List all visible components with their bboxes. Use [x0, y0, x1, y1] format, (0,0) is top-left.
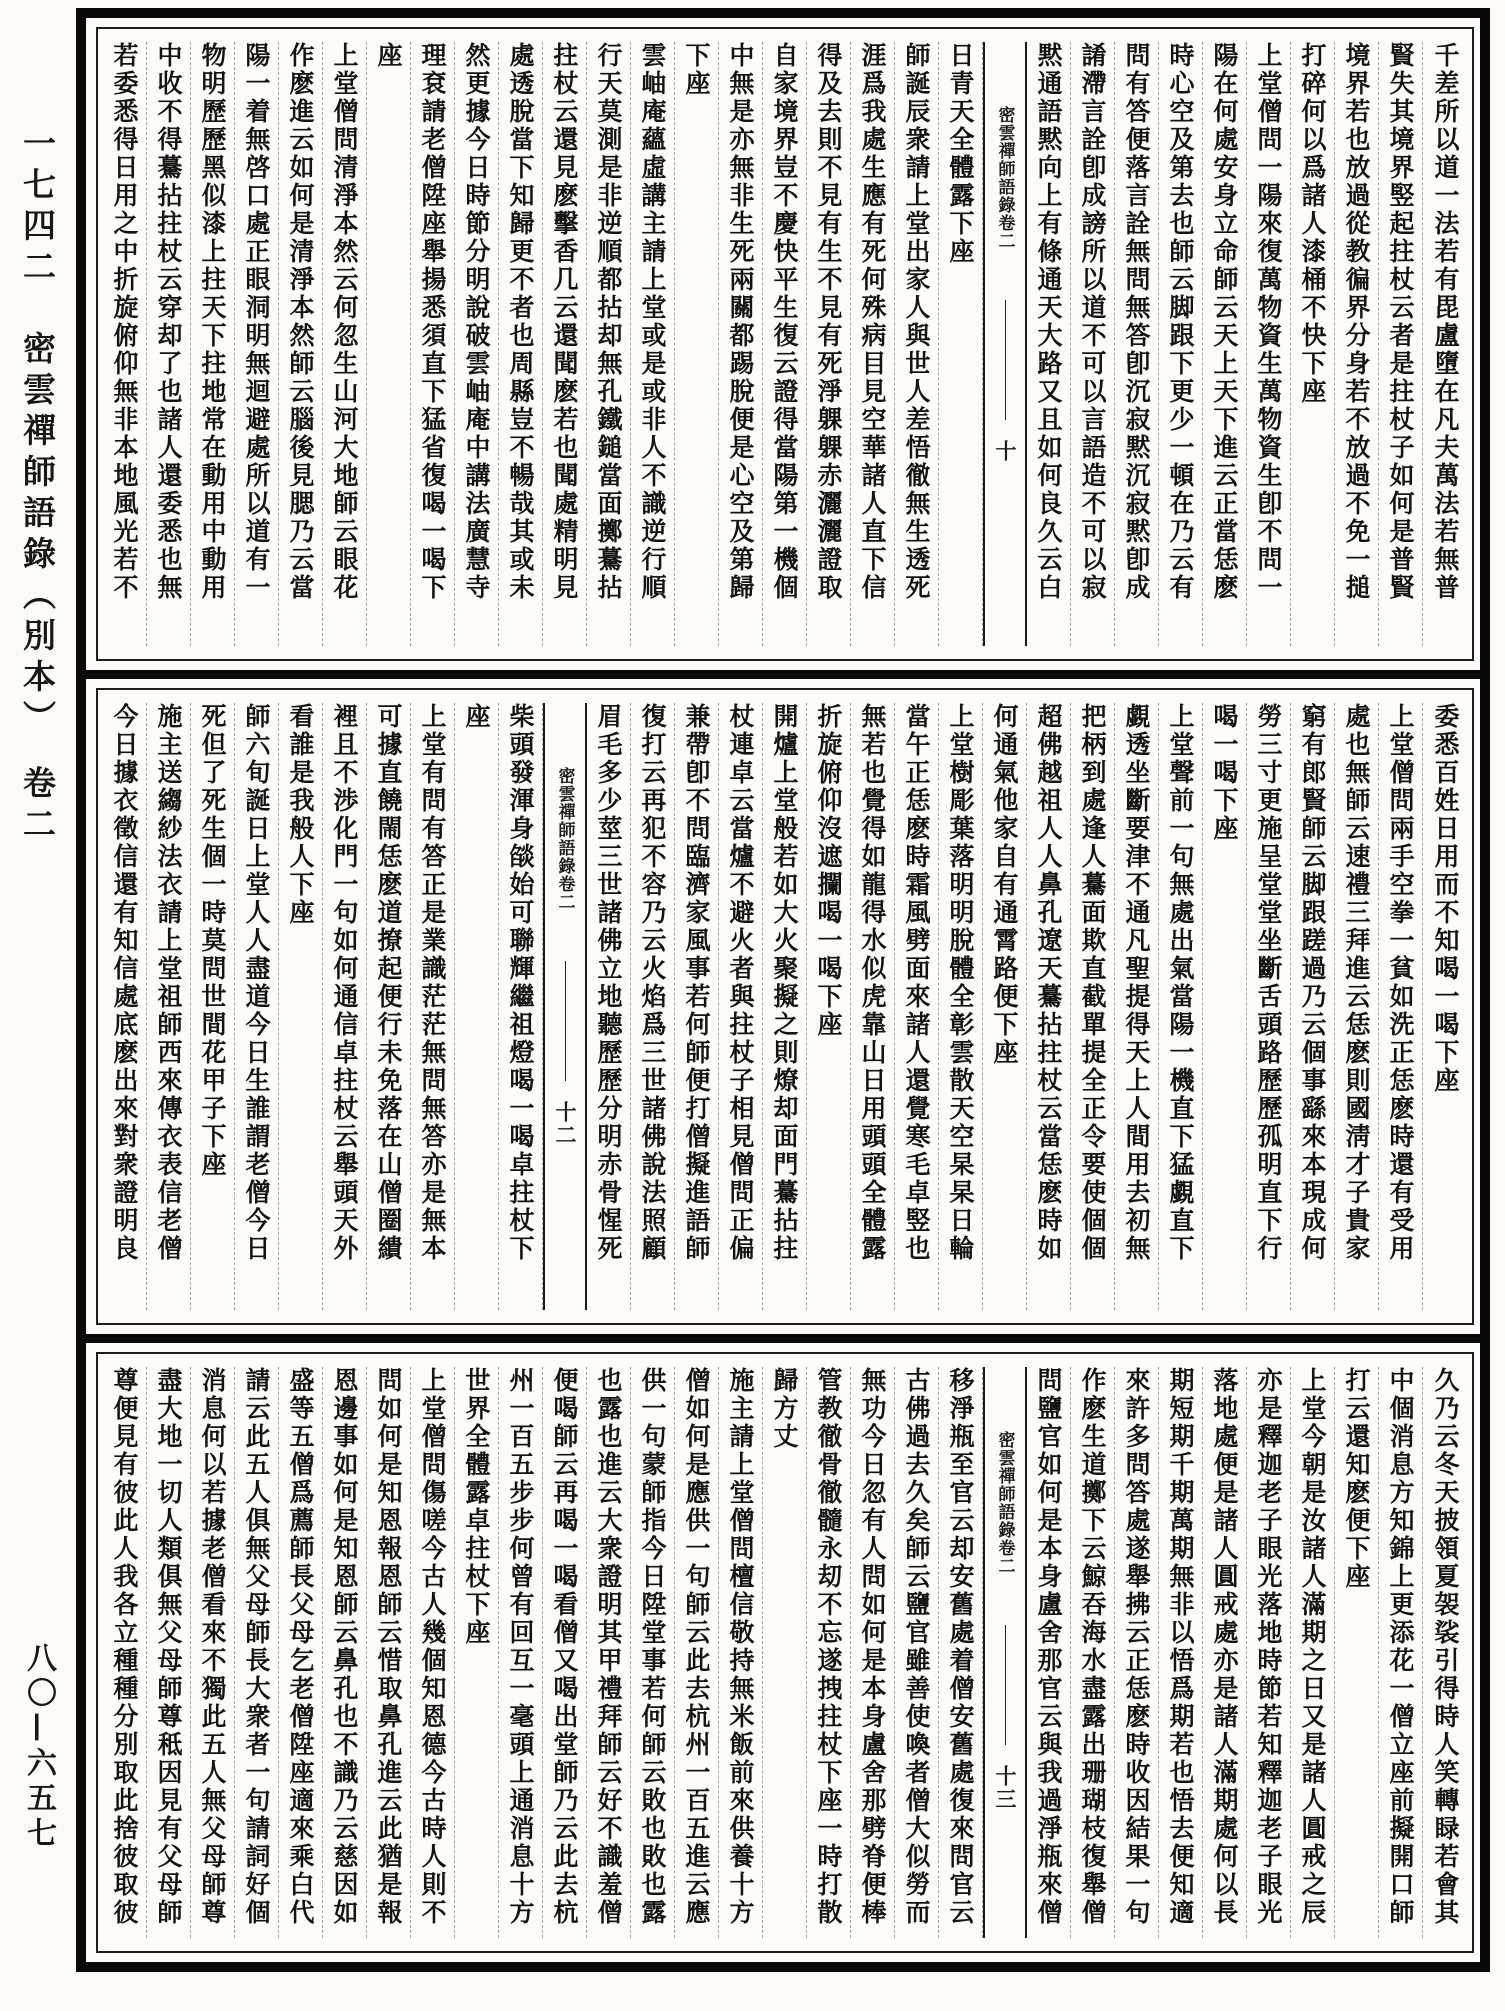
text-column: 得及去則不見有生不見有死淨躶躶赤灑灑證取: [807, 42, 851, 646]
text-column: 來許多問答處遂舉拂云正恁麽時收因結果一句: [1115, 1367, 1159, 1938]
text-column: 陽在何處安身立命師云天上天下進云正當恁麽: [1203, 42, 1247, 646]
text-column: 窮有郎賢師云脚跟蹉過乃云個事繇來本現成何: [1291, 703, 1335, 1310]
text-column: 千差所以道一法若有毘盧墮在凡夫萬法若無普: [1431, 42, 1460, 602]
folio-center-column: [543, 703, 587, 1310]
text-column: 盡大地一切人類俱無父母師尊秪因見有父母師: [147, 1367, 191, 1938]
text-column: 歸方丈: [763, 1367, 807, 1938]
text-column: 杖連卓云當爐不避火者與拄杖子相見僧問正偏: [719, 703, 763, 1310]
text-column: 施主請上堂僧問檀信敬持無米飯前來供養十方: [719, 1367, 763, 1938]
text-column: 柴頭發渾身燄始可聯輝繼祖燈喝一喝卓拄杖下: [499, 703, 543, 1310]
text-column: 打云還知麽便下座: [1335, 1367, 1379, 1938]
folio-number: 十二: [553, 1101, 578, 1147]
text-column: 師六旬誕日上堂人人盡道今日生誰謂老僧今日: [235, 703, 279, 1310]
text-column: 上堂僧問清淨本然云何忽生山河大地師云眼花: [323, 42, 367, 646]
text-column: 時心空及第去也師云脚跟下更少一頓在乃云有: [1159, 42, 1203, 646]
text-column: 供一句蒙師指今日陞堂事若何師云敗也敗也露: [631, 1367, 675, 1938]
center-column-rule: [565, 961, 566, 1081]
text-column: 看誰是我般人下座: [279, 703, 323, 1310]
text-column: 陽一着無啓口處正眼洞明無迴避處所以道有一: [235, 42, 279, 646]
center-column-rule: [1005, 300, 1006, 420]
text-column: 行天莫測是非逆順都拈却無孔鐵鎚當面擲驀拈: [587, 42, 631, 646]
text-column: 盛等五僧爲薦師長父母乞老僧陞座適來乘白代: [279, 1367, 323, 1938]
text-column: 上堂有問有答正是業識茫茫無問無答亦是無本: [411, 703, 455, 1310]
text-column: 勞三寸更施呈堂堂坐斷舌頭路歷歷孤明直下行: [1247, 703, 1291, 1310]
text-column: 覷透坐斷要津不通凡聖提得天上人間用去初無: [1115, 703, 1159, 1310]
register-bottom-textblock: [96, 1352, 1474, 1953]
woodblock-print-frame: [76, 8, 1490, 1972]
text-column: 中收不得驀拈拄杖云穿却了也諸人還委悉也無: [147, 42, 191, 646]
text-column: 處透脫當下知歸更不者也周縣豈不暢哉其或未: [499, 42, 543, 646]
text-column: 當午正恁麽時霜風劈面來諸人還覺寒毛卓竪也: [895, 703, 939, 1310]
text-column: 恩邊事如何是知恩師云鼻孔也不識乃云慈因如: [323, 1367, 367, 1938]
volume-title-label: 密雲禪師語錄卷二: [994, 106, 1015, 250]
text-column: 管教徹骨徹髓永刧不忘遂拽拄杖下座一時打散: [807, 1367, 851, 1938]
text-column: 座: [455, 703, 499, 1310]
text-column: 上堂僧問一陽來復萬物資生萬物資生卽不問一: [1247, 42, 1291, 646]
folio-center-column: [983, 42, 1027, 646]
text-column: 黙通語黙向上有條通天大路又且如何良久云白: [1027, 42, 1071, 646]
text-column: 問有答便落言詮無問無答卽沉寂黙沉寂黙卽成: [1115, 42, 1159, 646]
text-column: 尊便見有彼此人我各立種種分別取此捨彼取彼: [103, 1367, 147, 1938]
text-column: 上堂僧問傷嗟今古人幾個知恩德今古時人則不: [411, 1367, 455, 1938]
text-column: 無功今日忽有人問如何是本身盧舍那劈脊便棒: [851, 1367, 895, 1938]
text-column: 何通氣他家自有通霄路便下座: [983, 703, 1027, 1310]
text-column: 委悉百姓日用而不知喝一喝下座: [1431, 703, 1460, 1095]
text-column: 復打云再犯不容乃云火焰爲三世諸佛說法照顧: [631, 703, 675, 1310]
folio-number: 十: [993, 440, 1018, 463]
register-divider: [86, 1334, 1480, 1343]
text-column: 日青天全體露下座: [939, 42, 983, 646]
text-column: 物明歷歷黑似漆上拄天下拄地常在動用中動用: [191, 42, 235, 646]
margin-serial-and-title-label: 一七四二 密雲禪師語錄（別本） 卷二: [18, 126, 57, 848]
text-column: 今日據衣徵信還有知信處底麽出來對衆證明良: [103, 703, 147, 1310]
register-top: [86, 18, 1480, 670]
text-column: 兼帶卽不問臨濟家風事若何師便打僧擬進語師: [675, 703, 719, 1310]
text-column: 涯爲我處生應有死何殊病目見空華諸人直下信: [851, 42, 895, 646]
text-column: 上堂僧問兩手空拳一貧如洗正恁麽時還有受用: [1379, 703, 1423, 1310]
text-column: 折旋俯仰沒遮攔喝一喝下座: [807, 703, 851, 1310]
text-column: 無若也覺得如龍得水似虎靠山日用頭頭全體露: [851, 703, 895, 1310]
text-column: 死但了死生個一時莫問世間花甲子下座: [191, 703, 235, 1310]
text-column: 自家境界豈不慶快平生復云證得當陽第一機個: [763, 42, 807, 646]
center-column-rule: [1005, 1625, 1006, 1745]
text-column: 久乃云冬天披領夏袈裟引得時人笑轉睩若會其: [1431, 1367, 1460, 1927]
folio-number: 十三: [993, 1765, 1018, 1811]
text-column: 上堂今朝是汝諸人滿期之日又是諸人圓戒之辰: [1291, 1367, 1335, 1938]
text-column: 境界若也放過從教徧界分身若不放過不免一搥: [1335, 42, 1379, 646]
text-column: 作麽生道擲下云鯨吞海水盡露出珊瑚枝復舉僧: [1071, 1367, 1115, 1938]
text-column: 裡且不渉化門一句如何通信卓拄杖云舉頭天外: [323, 703, 367, 1310]
text-column: 下座: [675, 42, 719, 646]
text-column: 雲岫庵蘊虛講主請上堂或是或非人不識逆行順: [631, 42, 675, 646]
text-column: 僧如何是應供一句師云此去杭州一百五進云應: [675, 1367, 719, 1938]
text-column: 處也無師云速禮三拜進云恁麽則國淸才子貴家: [1335, 703, 1379, 1310]
text-column: 可據直饒閙恁麽道撩起便行未免落在山僧圈繢: [367, 703, 411, 1310]
text-column: 古佛過去久矣師云鹽官雖善使喚者僧大似勞而: [895, 1367, 939, 1938]
text-column: 州一百五步步何曾有回互一毫頭上通消息十方: [499, 1367, 543, 1938]
text-column: 施主送縐紗法衣請上堂祖師西來傳衣表信老僧: [147, 703, 191, 1310]
folio-center-column: [983, 1367, 1027, 1938]
volume-title-label: 密雲禪師語錄卷二: [554, 767, 575, 911]
register-middle-textblock: [96, 688, 1474, 1325]
text-column: 也露也進云大衆證明其甲禮拜師云好不識羞僧: [587, 1367, 631, 1938]
text-column: 亦是釋迦老子眼光落地時節若知釋迦老子眼光: [1247, 1367, 1291, 1938]
text-column: 落地處便是諸人圓戒處亦是諸人滿期處何以長: [1203, 1367, 1247, 1938]
text-column: 若委悉得日用之中折旋俯仰無非本地風光若不: [103, 42, 147, 646]
text-column: 超佛越祖人人鼻孔遼天驀拈拄杖云當恁麽時如: [1027, 703, 1071, 1310]
margin-page-reference-label: 八〇—六五七: [21, 1642, 56, 1852]
volume-title-label: 密雲禪師語錄卷二: [994, 1431, 1015, 1575]
text-column: 喝一喝下座: [1203, 703, 1247, 1310]
text-column: 作麽進云如何是清淨本然師云腦後見腮乃云當: [279, 42, 323, 646]
text-column: 問鹽官如何是本身盧舍那官云與我過淨瓶來僧: [1027, 1367, 1071, 1938]
text-column: 問如何是知恩報恩師云惜取鼻孔進云此猶是報: [367, 1367, 411, 1938]
text-column: 誵滯言詮卽成謗所以道不可以言語造不可以寂: [1071, 42, 1115, 646]
text-column: 中個消息方知錦上更添花一僧立座前擬開口師: [1379, 1367, 1423, 1938]
text-column: 然更據今日時節分明說破雲岫庵中講法廣慧寺: [455, 42, 499, 646]
register-divider: [86, 670, 1480, 679]
text-column: 請云此五人俱無父母師長大衆者一句請詞好個: [235, 1367, 279, 1938]
text-column: 理袞請老僧陞座舉揚悉須直下猛省復喝一喝下: [411, 42, 455, 646]
text-column: 世界全體露卓拄杖下座: [455, 1367, 499, 1938]
register-bottom: [86, 1343, 1480, 1962]
text-column: 賢失其境界竪起拄杖云者是拄杖子如何是普賢: [1379, 42, 1423, 646]
text-column: 打碎何以爲諸人漆桶不快下座: [1291, 42, 1335, 646]
text-column: 上堂聲前一句無處出氣當陽一機直下猛覷直下: [1159, 703, 1203, 1310]
text-column: 開爐上堂般若如大火聚擬之則燎却面門驀拈拄: [763, 703, 807, 1310]
text-column: 拄杖云還見麽擊香几云還聞麽若也聞處精明見: [543, 42, 587, 646]
text-column: 便喝師云再喝一喝看僧又喝出堂師乃云此去杭: [543, 1367, 587, 1938]
text-column: 座: [367, 42, 411, 646]
register-top-textblock: [96, 27, 1474, 661]
register-middle: [86, 679, 1480, 1334]
text-column: 消息何以若據老僧看來不獨此五人無父母師尊: [191, 1367, 235, 1938]
text-column: 上堂樹彫葉落明明脫體全彰雲散天空杲杲日輪: [939, 703, 983, 1310]
text-column: 移淨瓶至官云却安舊處着僧安舊處復來問官云: [939, 1367, 983, 1938]
text-column: 把柄到處逢人驀面欺直截單提全正令要使個個: [1071, 703, 1115, 1310]
text-column: 期短期千期萬期無非以悟爲期若也悟去便知適: [1159, 1367, 1203, 1938]
text-column: 師誕辰衆請上堂出家人與世人差悟徹無生透死: [895, 42, 939, 646]
text-column: 中無是亦無非生死兩關都踢脫便是心空及第歸: [719, 42, 763, 646]
text-column: 眉毛多少莖三世諸佛立地聽歷歷分明赤骨惺死: [587, 703, 631, 1310]
